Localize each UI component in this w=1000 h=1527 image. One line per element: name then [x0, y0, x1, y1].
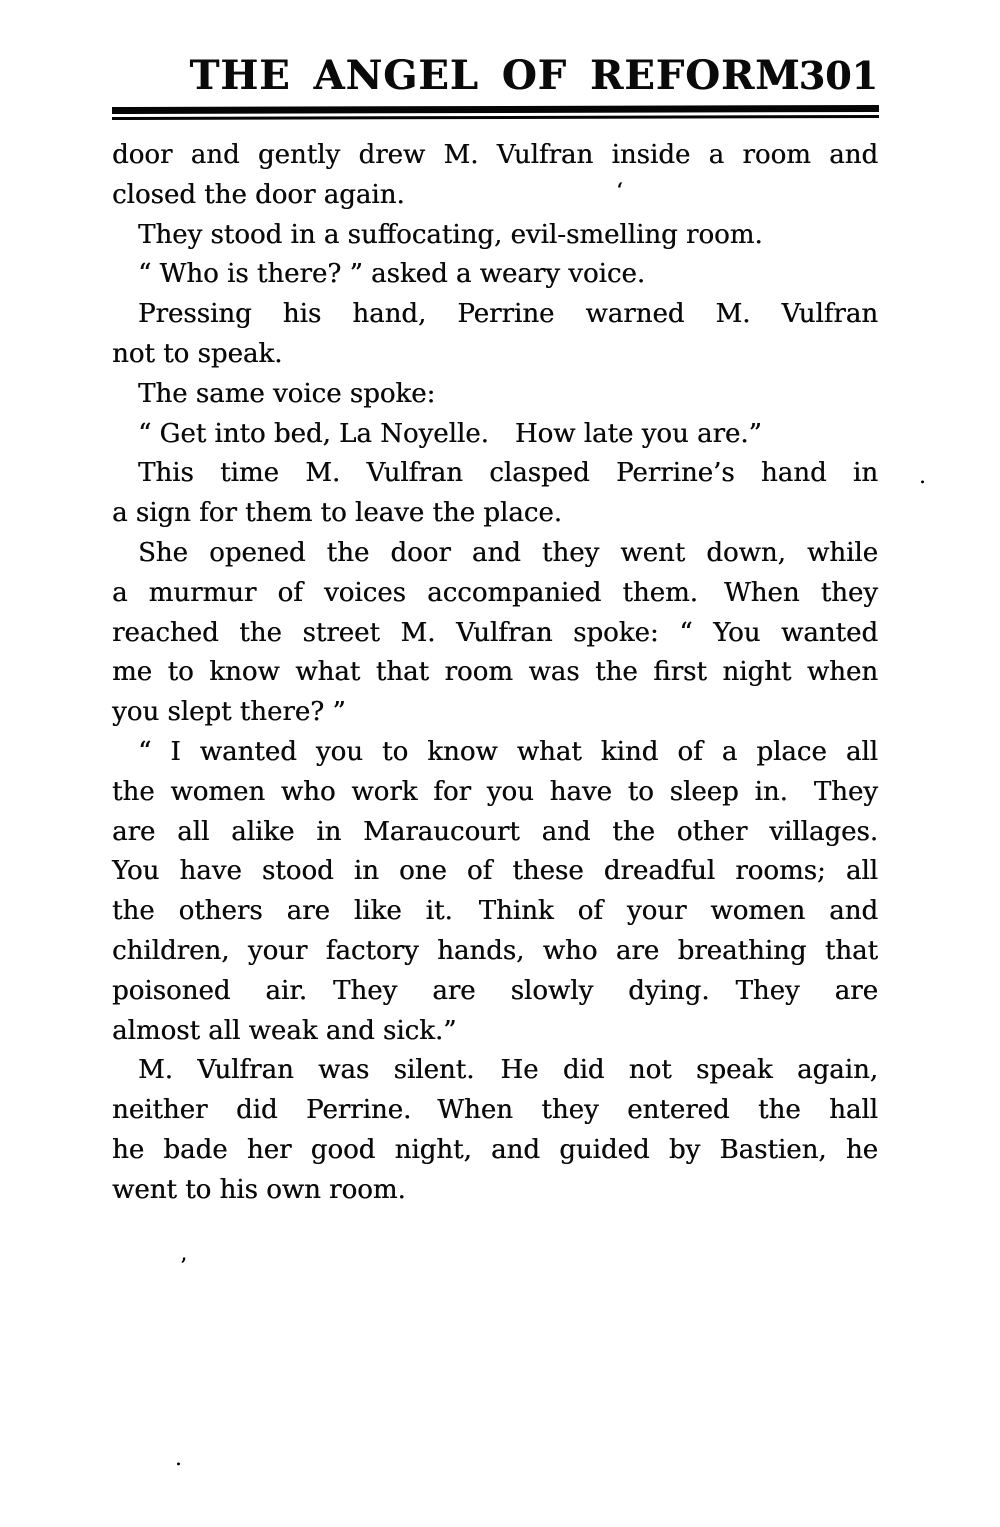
text-line: They stood in a suffocating, evil-smelling room. [138, 219, 763, 250]
text-line: “ Get into bed, La Noyelle. How late you are.” [138, 418, 762, 449]
scan-speck: . [919, 464, 926, 488]
text-line: a sign for them to leave the place. [112, 498, 562, 529]
running-header [112, 52, 878, 104]
text-line: poisoned air. They are slowly dying. They are [112, 975, 878, 1006]
header-divider-rule [112, 105, 879, 120]
text-line: “ Who is there? ” asked a weary voice. [138, 259, 646, 290]
page-text [112, 136, 878, 1211]
text-line: a murmur of voices accompanied them. When they [112, 577, 878, 608]
text-line: This time M. Vulfran clasped Perrine’s hand in [138, 458, 878, 489]
text-line: went to his own room. [112, 1174, 406, 1205]
page-number: 301 [798, 53, 878, 98]
text-line: he bade her good night, and guided by Bastien, he [112, 1134, 878, 1165]
text-line: me to know what that room was the first night when [112, 657, 878, 688]
text-line: Pressing his hand, Perrine warned M. Vulfran [138, 299, 878, 330]
text-line: She opened the door and they went down, while [138, 537, 878, 568]
text-line: not to speak. [112, 338, 283, 369]
scan-speck: ’ [180, 1254, 187, 1278]
scan-speck: . [175, 1446, 182, 1470]
text-line: reached the street M. Vulfran spoke: “ You wanted [112, 617, 878, 648]
text-line: The same voice spoke: [138, 378, 436, 409]
text-line: You have stood in one of these dreadful rooms; all [112, 856, 878, 887]
text-line: almost all weak and sick.” [112, 1015, 457, 1046]
text-line: M. Vulfran was silent. He did not speak again, [138, 1055, 878, 1086]
text-line: the others are like it. Think of your women and [112, 896, 878, 927]
text-line: “ I wanted you to know what kind of a place all [138, 736, 878, 767]
text-line: you slept there? ” [112, 697, 346, 728]
text-line: closed the door again. [112, 179, 405, 210]
text-line: children, your factory hands, who are breathing that [112, 935, 878, 966]
text-line: door and gently drew M. Vulfran inside a room and [112, 140, 878, 170]
text-line: neither did Perrine. When they entered the hall [112, 1095, 878, 1126]
text-line: are all alike in Maraucourt and the other villages. [112, 816, 878, 847]
scan-speck: ‘ [616, 179, 623, 203]
page-title: THE ANGEL OF REFORM [189, 52, 801, 99]
text-line: the women who work for you have to sleep in. They [112, 776, 878, 807]
